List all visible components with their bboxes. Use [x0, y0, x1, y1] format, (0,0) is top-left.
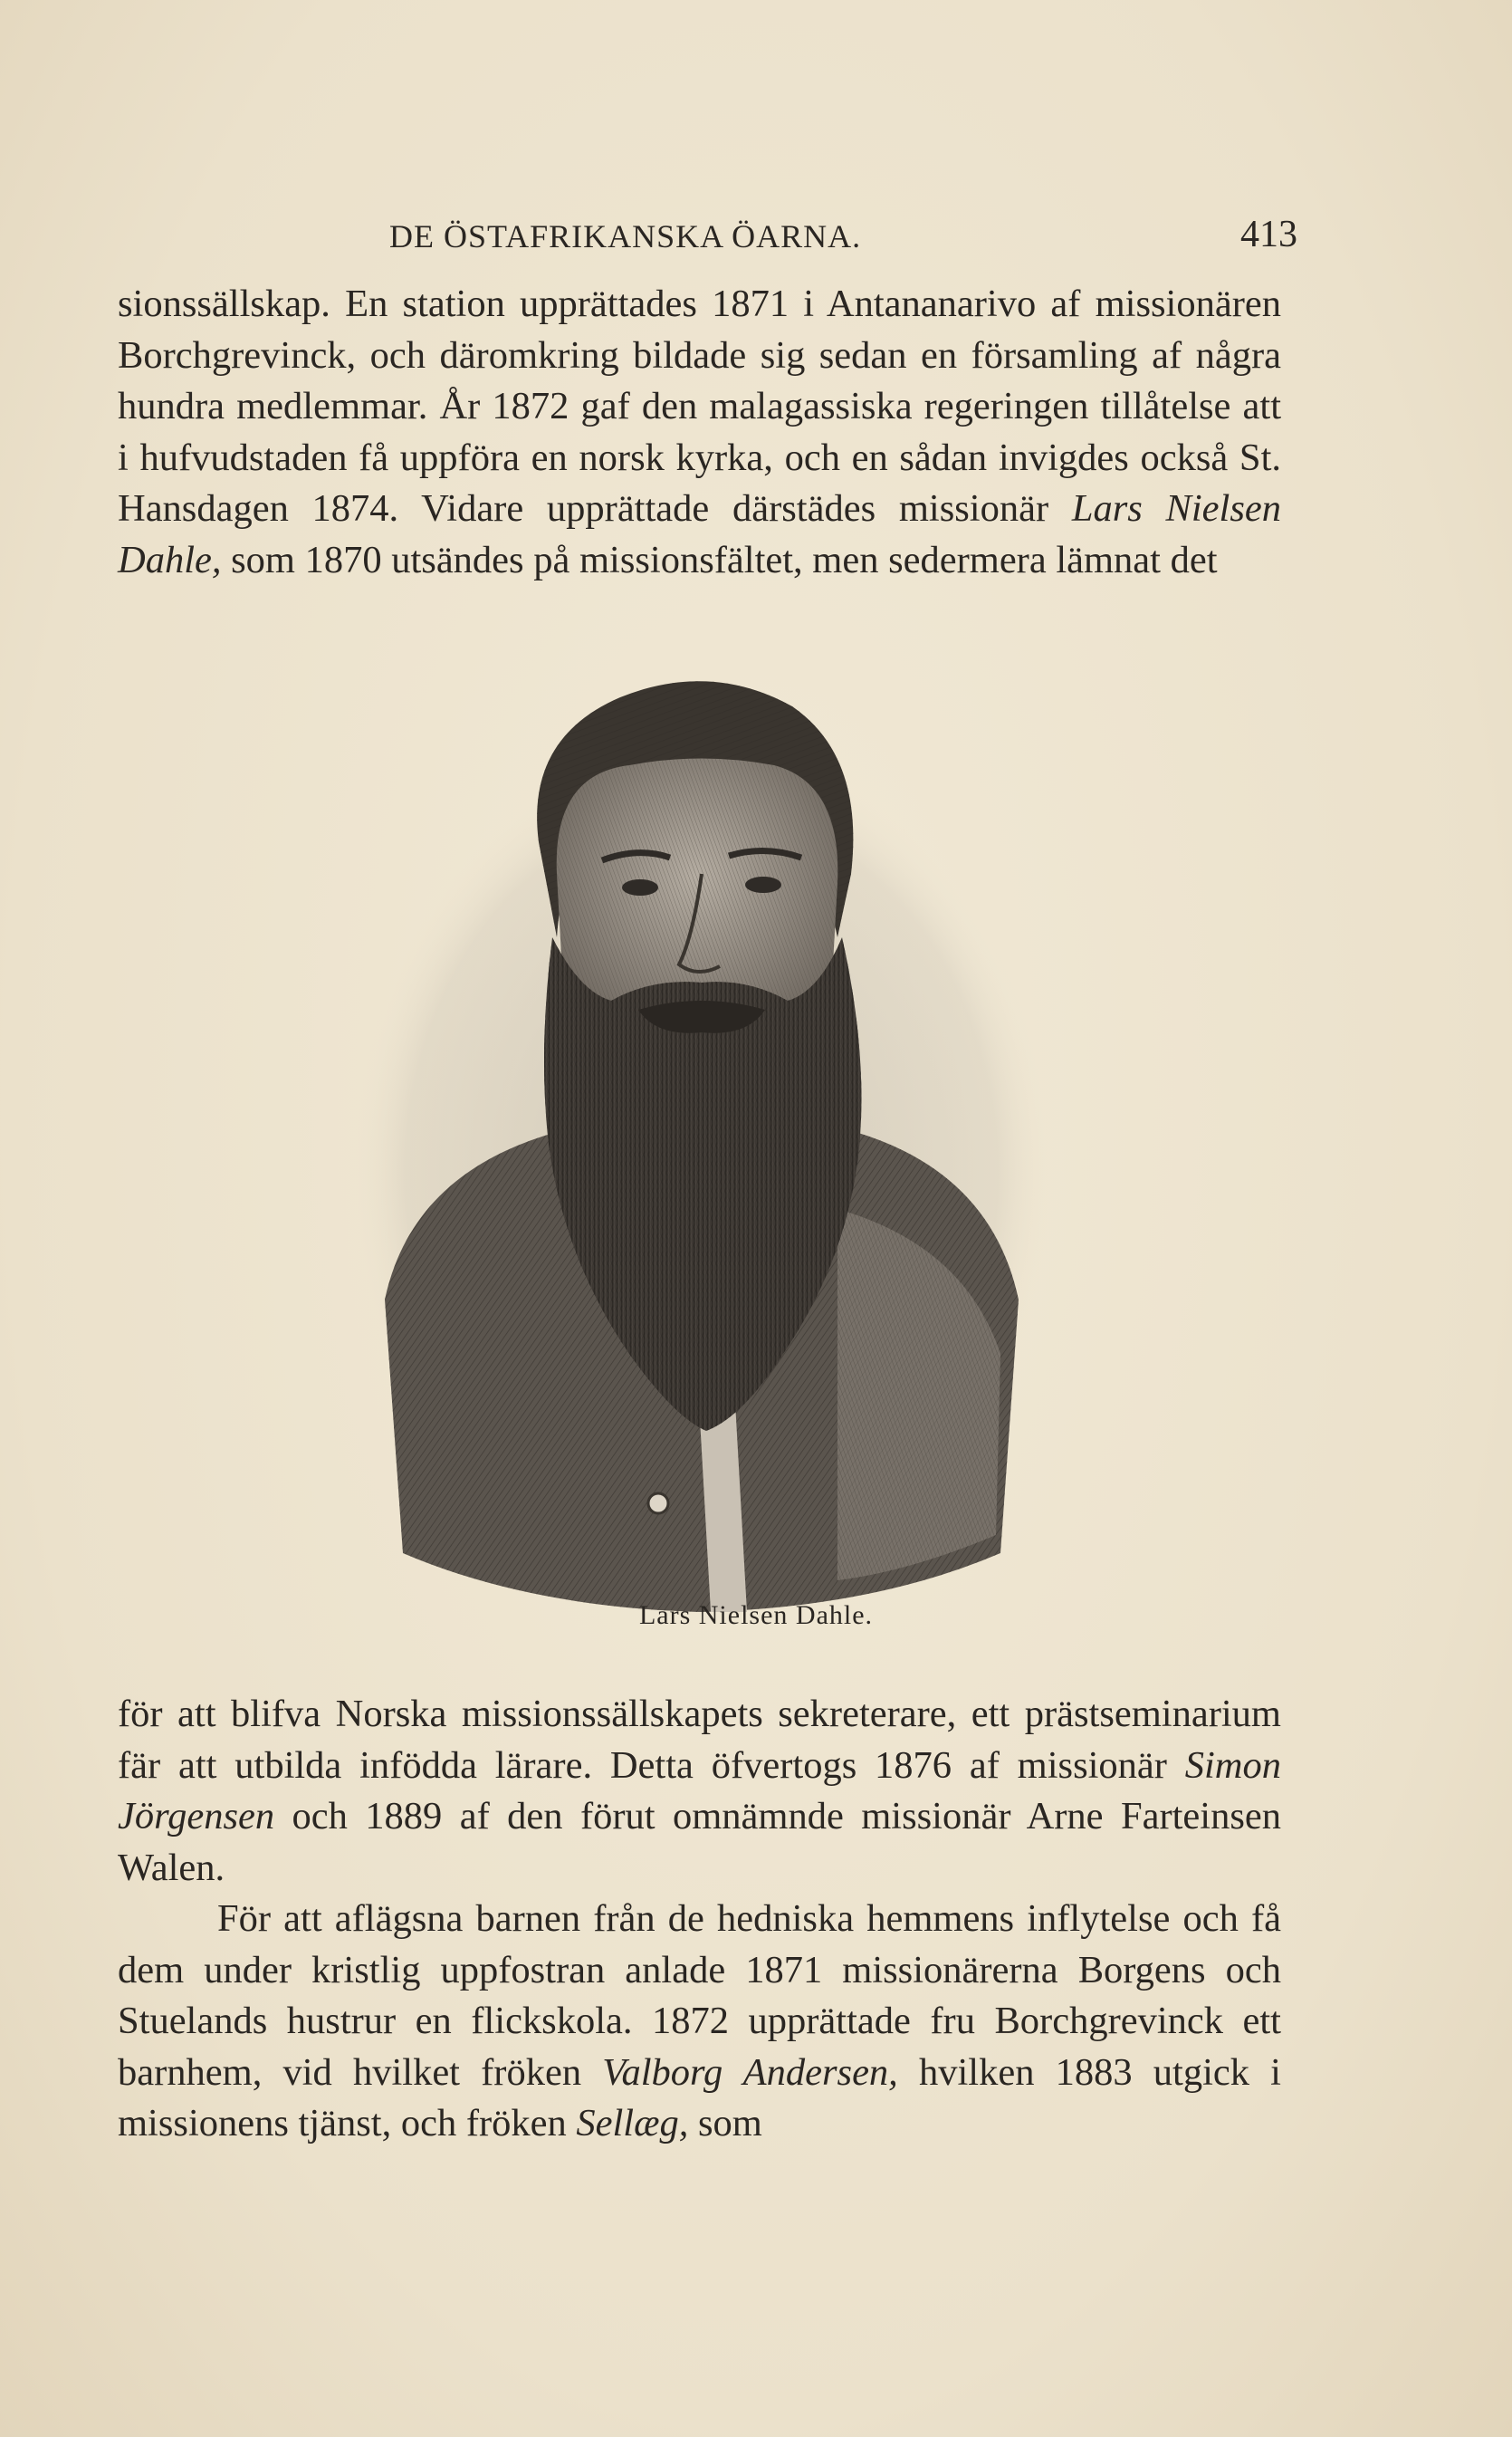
figure-caption: Lars Nielsen Dahle. [638, 1600, 874, 1630]
portrait-engraving [330, 666, 1073, 1617]
paragraph-3: För att aflägsna barnen från de hedniska hemmens inflytelse och få dem under kristlig uppfostran anlade 1871 missionärerna Borgens och Stuelands hustrur en flickskola. 1872 upprättade fru Borchgrevinck ett barnhem, vid hvilket fröken Valborg Andersen, hvilken 1883 utgick i missionens tjänst, och fröken Sellæg, som [118, 1897, 1281, 2144]
person-name: Sellæg, [576, 2102, 689, 2144]
text-block-bottom [118, 1689, 1281, 2150]
person-name: Lars Nielsen Dahle, [118, 487, 1281, 581]
page-number: 413 [1240, 214, 1297, 255]
paragraph-2: för att blifva Norska missionssällskapets sekreterare, ett prästseminarium fär att utbilda infödda lärare. Detta öfvertogs 1876 af missionär Simon Jörgensen och 1889 af den förut omnämnde missionär Arne Farteinsen Walen. [118, 1693, 1281, 1889]
paragraph-1: sionssällskap. En station upprättades 1871 i Antananarivo af missionären Borchgrevinck, och däromkring bildade sig sedan en församling af några hundra medlemmar. År 1872 gaf den malagassiska regeringen tillåtelse att i hufvudstaden få uppföra en norsk kyrka, och en sådan invigdes också St. Hansdagen 1874. Vidare upprättade därstädes missionär Lars Nielsen Dahle, som 1870 utsändes på missionsfältet, men sedermera lämnat det [118, 283, 1281, 581]
running-head: DE ÖSTAFRIKANSKA ÖARNA. [389, 218, 862, 254]
text-block-top [118, 279, 1281, 586]
person-name: Simon Jörgensen [118, 1743, 1281, 1837]
person-name: Valborg Andersen, [602, 2050, 898, 2094]
